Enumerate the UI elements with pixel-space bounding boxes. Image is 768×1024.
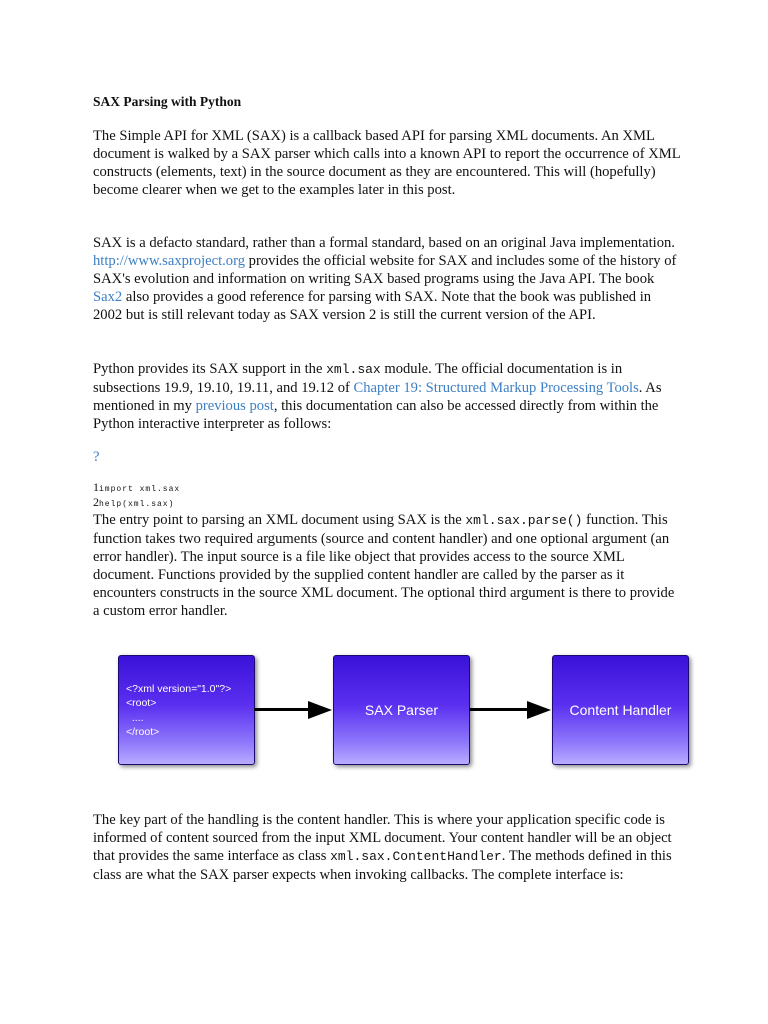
arrow-to-handler	[469, 708, 529, 711]
xml-document-box	[118, 655, 255, 765]
previous-post-link[interactable]: previous post	[195, 398, 274, 414]
view-source-link[interactable]: ?	[93, 449, 100, 465]
arrowhead-icon	[527, 701, 551, 719]
xml-line: ....	[126, 712, 144, 724]
inline-code: xml.sax	[326, 362, 381, 377]
text-segment: function. This function takes two required arguments (source and content handler) and one optional argument (an error handler). The input source is a file like object that provides access to the source XML document. Functions provided by the supplied content handler are called by the parser as it encounters constructs in the source XML document. The optional third argument is there to provide a custom error handler.	[93, 512, 675, 619]
code-text: import xml.sax	[99, 485, 181, 494]
text-segment: . As mentioned in my	[93, 380, 662, 414]
saxproject-link[interactable]: http://www.saxproject.org	[93, 253, 245, 269]
text-segment: SAX is a defacto standard, rather than a formal standard, based on an original Java implementation.	[93, 235, 675, 251]
content-handler-box	[552, 655, 689, 765]
line-number: 1	[93, 480, 99, 494]
text-segment: The entry point to parsing an XML document using SAX is the	[93, 512, 466, 528]
paragraph-intro	[93, 127, 683, 199]
paragraph-python-sax	[93, 360, 683, 433]
paragraph-sax-standard	[93, 234, 683, 324]
code-text: help(xml.sax)	[99, 500, 175, 509]
text-segment: . The methods defined in this class are what the SAX parser expects when invoking callbacks. The complete interface is:	[93, 848, 672, 883]
xml-line: </root>	[126, 726, 160, 738]
code-block	[93, 481, 180, 511]
text-segment: also provides a good reference for parsing with SAX. Note that the book was published in 2002 but is still relevant today as SAX version 2 is still the current version of the API.	[93, 289, 652, 323]
paragraph-intro-text: The Simple API for XML (SAX) is a callback based API for parsing XML documents. An XML document is walked by a SAX parser which calls into a known API to report the occurrence of XML constructs (elements, text) in the source document as they are encountered. This will (hopefully) become clearer when we get to the examples later in this post.	[93, 128, 681, 198]
code-line	[93, 496, 180, 511]
text-segment: module. The official documentation is in subsections 19.9, 19.10, 19.11, and 19.12 of	[93, 361, 623, 396]
sax2-book-link[interactable]: Sax2	[93, 289, 123, 305]
text-segment: provides the official website for SAX and includes some of the history of SAX's evolution and information on writing SAX based programs using the Java API. The book	[93, 253, 677, 287]
page-title: SAX Parsing with Python	[93, 94, 242, 109]
arrowhead-icon	[308, 701, 332, 719]
inline-code: xml.sax.ContentHandler	[330, 849, 502, 864]
text-segment: , this documentation can also be accessed directly from within the Python interactive interpreter as follows:	[93, 398, 659, 432]
chapter-19-link[interactable]: Chapter 19: Structured Markup Processing Tools	[353, 380, 639, 396]
xml-line: <?xml version="1.0"?>	[126, 683, 232, 695]
content-handler-label: Content Handler	[569, 702, 672, 718]
sax-parser-box	[333, 655, 470, 765]
paragraph-content-handler	[93, 811, 683, 884]
inline-code: xml.sax.parse()	[465, 513, 583, 528]
text-segment: Python provides its SAX support in the	[93, 361, 327, 377]
arrow-to-parser	[254, 708, 310, 711]
code-line	[93, 481, 180, 496]
sax-parser-label: SAX Parser	[364, 702, 439, 718]
paragraph-entry-point	[93, 511, 683, 620]
line-number: 2	[93, 495, 99, 509]
xml-line: <root>	[126, 697, 157, 709]
text-segment: The key part of the handling is the content handler. This is where your application specific code is informed of content sourced from the input XML document. Your content handler will be an object that provides the same interface as class	[93, 812, 672, 864]
